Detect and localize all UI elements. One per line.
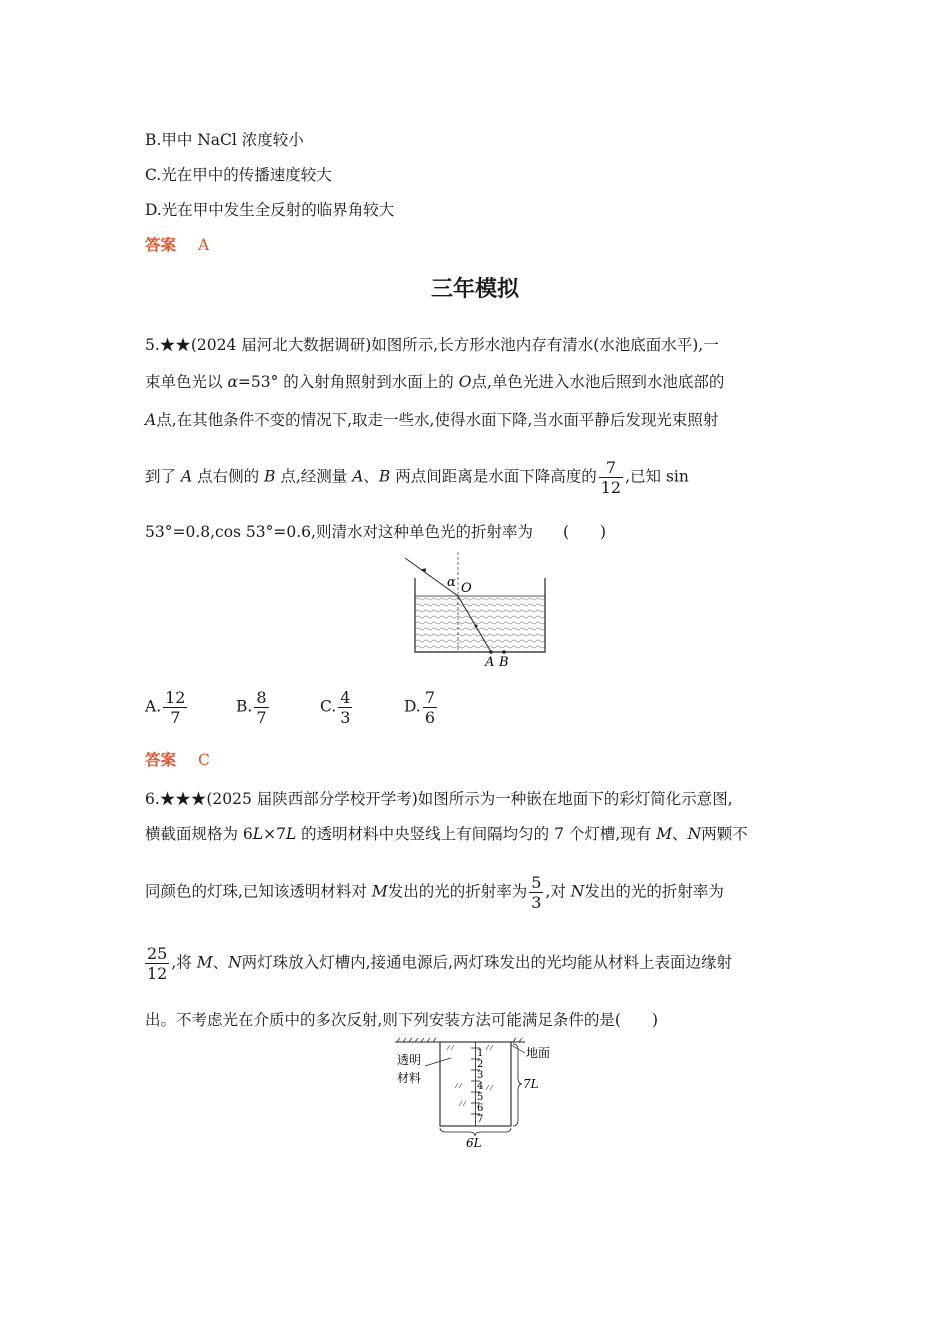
ray-arrow-dot: [475, 625, 478, 628]
q6-text: 发出的光的折射率为: [387, 882, 528, 901]
water: [415, 596, 545, 652]
q5-point-a: A: [180, 467, 193, 486]
q5-text: =53° 的入射角照射到水面上的: [237, 373, 459, 391]
q5-line-5: [145, 520, 606, 542]
q6-var-n: N: [570, 882, 585, 901]
q6-var-n: N: [228, 953, 242, 972]
answer-value: A: [198, 236, 210, 254]
option-den: 3: [340, 708, 351, 727]
q6-text: 、: [672, 825, 688, 843]
option-label: A.: [145, 697, 162, 716]
q5-line-2: [145, 370, 724, 392]
q5-answer-blank: ( ): [562, 523, 607, 541]
option-c-prev: C.光在甲中的传播速度较大: [145, 166, 332, 184]
slot-2: 2: [477, 1059, 484, 1070]
option-den: 7: [256, 708, 267, 727]
q5-option-d: [404, 688, 439, 727]
option-num: 7: [424, 688, 435, 707]
q5-text: 点,单色光进入水池后照到水池底部的: [471, 373, 725, 391]
slot-5: 5: [477, 1092, 484, 1103]
q6-text: ×7: [263, 825, 286, 843]
q5-option-b: [236, 688, 271, 727]
q6-var-l: L: [285, 825, 297, 843]
option-b-prev: B.甲中 NaCl 浓度较小: [145, 131, 304, 149]
q5-point-a: A: [352, 467, 364, 486]
q6-text: 如图所示为一种嵌在地面下的彩灯简化示意图,: [417, 790, 733, 808]
option-num: 12: [165, 688, 186, 707]
option-den: 6: [424, 708, 435, 727]
q6-fraction-den: 12: [147, 964, 168, 983]
q6-text: 的透明材料中央竖线上有间隔均匀的 7 个灯槽,现有: [296, 825, 657, 843]
slot-1: 1: [477, 1048, 484, 1059]
q5-text: ,已知 sin: [625, 467, 689, 486]
q5-text: 两点间距离是水面下降高度的: [390, 467, 597, 486]
slot-7: 7: [477, 1114, 484, 1125]
q6-var-l: L: [252, 825, 264, 843]
label-height: 7L: [523, 1077, 539, 1091]
q6-text: 横截面规格为 6: [145, 825, 253, 843]
q5-point-b: B: [378, 467, 391, 486]
q5-pool-figure: [400, 548, 550, 673]
q6-var-n: N: [687, 825, 702, 843]
q6-fraction-num: 5: [531, 873, 542, 892]
q5-text: 点,经测量: [275, 467, 353, 486]
option-d-prev: D.光在甲中发生全反射的临界角较大: [145, 201, 395, 219]
q5-line-1: [145, 333, 719, 355]
q5-text: 如图所示,长方形水池内存有清水(水池底面水平),一: [371, 336, 719, 354]
q6-line-4: [145, 944, 732, 983]
fig-label-o: O: [461, 581, 472, 596]
answer-label: 答案: [145, 236, 177, 254]
q5-difficulty-stars: ★★: [159, 336, 191, 354]
q5-number: 5.: [145, 336, 160, 354]
material-pointer: [425, 1058, 451, 1066]
q5-alpha: α: [227, 373, 238, 391]
point-a-dot: [489, 650, 493, 654]
q6-fraction-num: 25: [147, 944, 168, 963]
q6-line-5: [145, 1008, 658, 1030]
ground-hatch: [397, 1038, 522, 1042]
q6-text: ,将: [171, 953, 197, 972]
q6-text: 同颜色的灯珠,已知该透明材料对: [145, 882, 372, 901]
q6-var-m: M: [196, 953, 213, 972]
q5-fraction-den: 12: [600, 478, 622, 497]
option-label: B.: [236, 697, 253, 716]
q6-difficulty-stars: ★★★: [159, 790, 207, 808]
q6-text: ,对: [545, 882, 571, 901]
slot-3: 3: [477, 1070, 484, 1081]
q5-text: 到了: [145, 467, 181, 486]
glass-marks: [447, 1045, 493, 1106]
q6-line-2: [145, 822, 748, 844]
q6-text: 出。不考虑光在介质中的多次反射,则下列安装方法可能满足条件的是( ): [145, 1011, 659, 1029]
q5-option-a: [145, 688, 189, 727]
q5-option-c: [320, 688, 354, 727]
label-material-1: 透明: [397, 1053, 422, 1067]
q6-fraction-den: 3: [531, 893, 542, 912]
q5-text: 点右侧的: [192, 467, 264, 486]
q5-text: 53°=0.8,cos 53°=0.6,则清水对这种单色光的折射率为: [145, 523, 533, 541]
q6-text: 、: [212, 953, 229, 972]
q5-text: 点,在其他条件不变的情况下,取走一些水,使得水面下降,当水面平静后发现光束照射: [156, 411, 719, 429]
slot-6: 6: [477, 1103, 484, 1114]
q6-number: 6.: [145, 790, 160, 808]
q5-point-b: B: [264, 467, 276, 486]
q6-line-1: [145, 787, 733, 809]
label-width: 6L: [466, 1136, 482, 1148]
height-brace: [513, 1044, 522, 1126]
option-label: D.: [404, 697, 421, 716]
label-material-2: 材料: [397, 1071, 422, 1085]
point-b-dot: [502, 650, 506, 654]
answer-value: C: [198, 751, 210, 769]
q6-var-m: M: [371, 882, 388, 901]
q5-line-3: [145, 408, 718, 430]
q5-point-a: A: [145, 411, 157, 429]
answer-prev: [145, 233, 209, 255]
slot-4: 4: [477, 1081, 484, 1092]
width-brace: [440, 1128, 511, 1136]
q5-point-o: O: [458, 373, 472, 391]
q5-line-4: [145, 458, 689, 497]
label-ground: 地面: [526, 1046, 551, 1060]
option-label: C.: [320, 697, 337, 716]
incident-arrow-icon: [421, 566, 428, 573]
q5-text: 、: [363, 467, 379, 486]
q5-fraction: [599, 458, 623, 497]
q6-line-3: [145, 873, 724, 912]
q6-lamp-figure: [385, 1036, 570, 1148]
answer-label: 答案: [145, 751, 177, 769]
q6-var-m: M: [656, 825, 673, 843]
option-num: 8: [256, 688, 267, 707]
option-den: 7: [170, 708, 181, 727]
q6-text: 两灯珠放入灯槽内,接通电源后,两灯珠发出的光均能从材料上表面边缘射: [241, 953, 733, 972]
q5-answer: [145, 748, 210, 770]
fig-alpha: α: [447, 575, 456, 590]
q5-text: 束单色光以: [145, 373, 228, 391]
q6-text: 两颗不: [701, 825, 748, 843]
q6-source: (2025 届陕西部分学校开学考): [206, 790, 418, 808]
fig-label-a: A: [485, 655, 495, 670]
q5-source: (2024 届河北大数据调研): [190, 336, 372, 354]
q6-text: 发出的光的折射率为: [584, 882, 724, 901]
q5-fraction-num: 7: [599, 458, 623, 478]
option-num: 4: [340, 688, 351, 707]
fig-label-b: B: [499, 655, 509, 670]
section-title: 三年模拟: [430, 277, 519, 302]
